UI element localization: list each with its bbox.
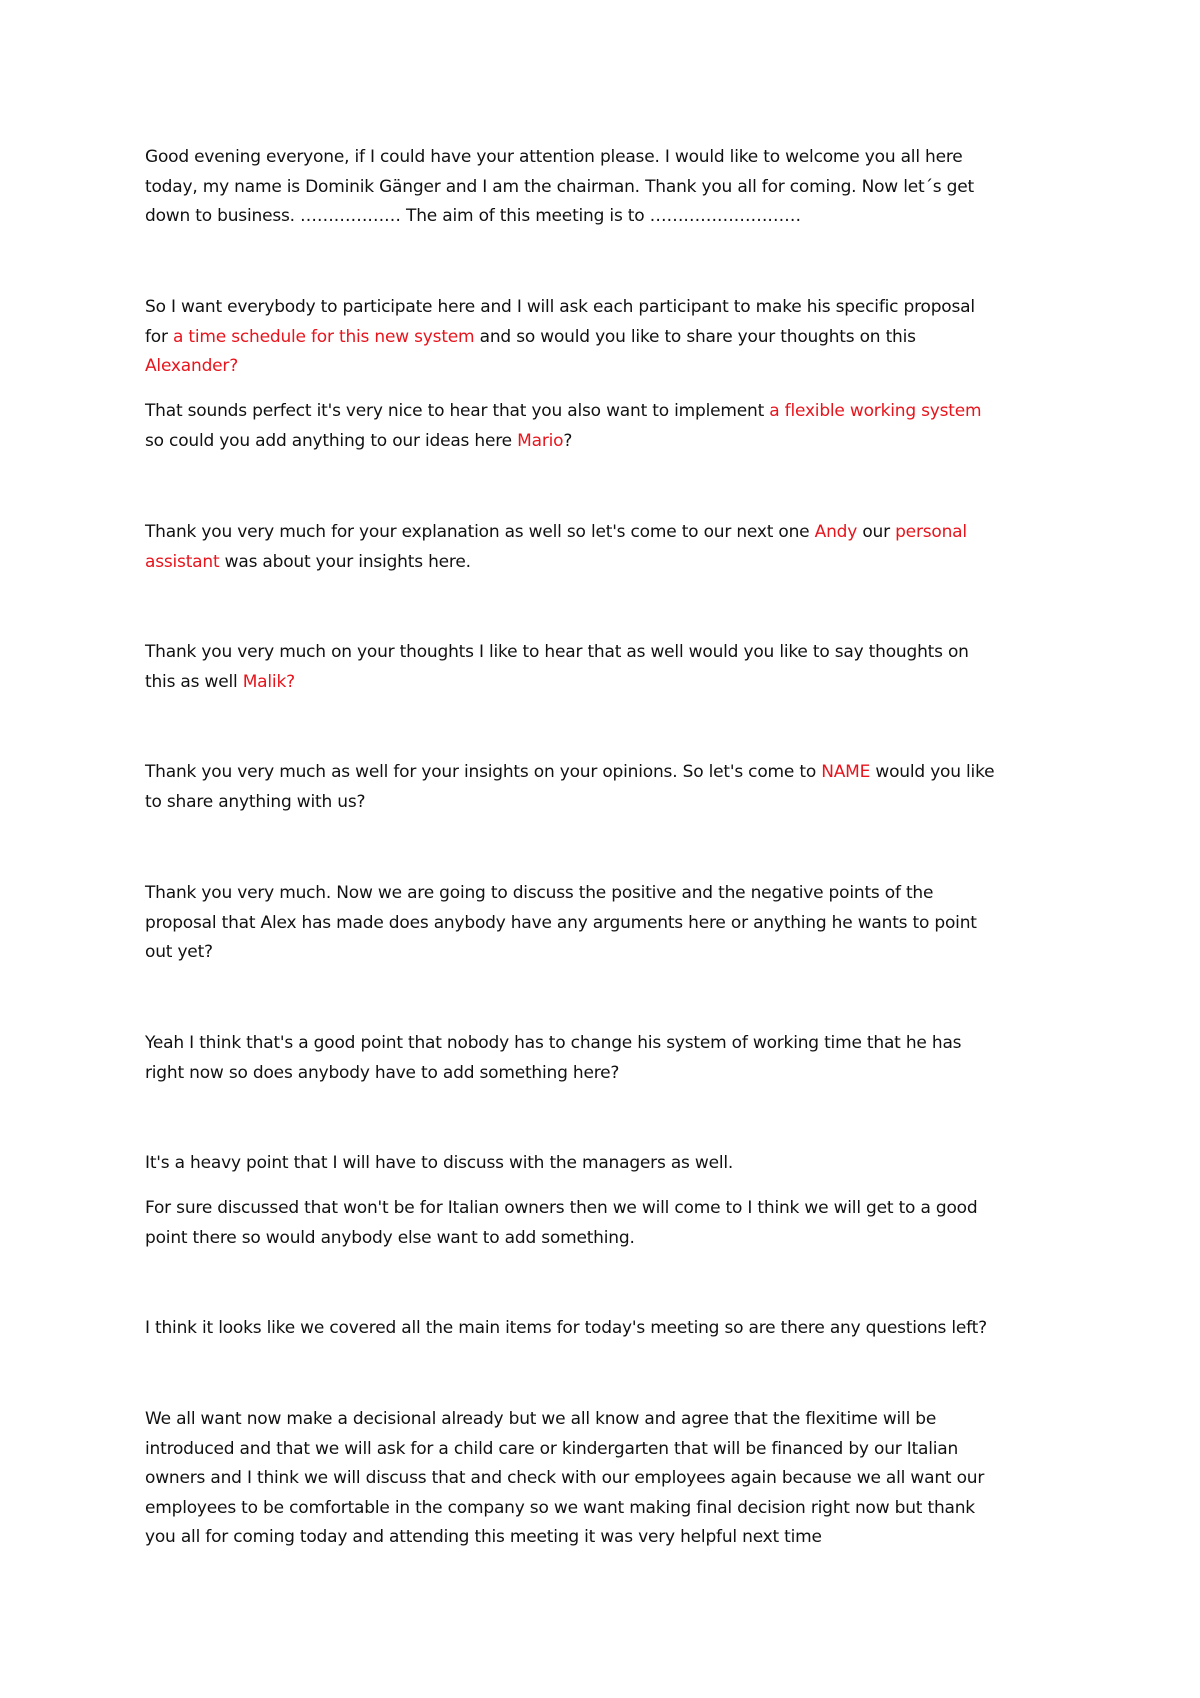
- text-line: for: [145, 326, 173, 347]
- paragraph-proposal: [145, 293, 1075, 382]
- text-line: Thank you very much. Now we are going to discuss the positive and the negative points of the: [145, 883, 934, 903]
- text-line: It's a heavy point that I will have to discuss with the managers as well.: [145, 1153, 734, 1173]
- text-line: Good evening everyone, if I could have your attention please. I would like to welcome you all here: [145, 147, 963, 167]
- highlight-text: a time schedule for this new system: [172, 326, 475, 347]
- paragraph-good-point: [145, 1029, 1075, 1088]
- text-line: this as well: [145, 671, 243, 692]
- text-line: That sounds perfect it's very nice to hear that you also want to implement: [145, 401, 770, 421]
- highlight-name: NAME: [821, 762, 871, 782]
- paragraph-thoughts: [145, 638, 1075, 697]
- text-line: We all want now make a decisional already but we all know and agree that the flexitime will be: [145, 1409, 937, 1429]
- text-line: so could you add anything to our ideas here: [145, 430, 518, 451]
- text-line: Thank you very much on your thoughts I like to hear that as well would you like to say thoughts on: [145, 642, 969, 662]
- text-line: Thank you very much as well for your insights on your opinions. So let's come to: [145, 762, 822, 782]
- text-line: proposal that Alex has made does anybody have any arguments here or anything he wants to point: [145, 912, 977, 933]
- text-line: you all for coming today and attending this meeting it was very helpful next time: [145, 1527, 822, 1547]
- text-line: I think it looks like we covered all the main items for today's meeting so are there any questions left?: [145, 1318, 987, 1338]
- text-line: ?: [563, 430, 573, 451]
- text-line: Yeah I think that's a good point that nobody has to change his system of working time that he has: [145, 1033, 962, 1053]
- text-line: would you like: [870, 762, 995, 782]
- paragraph-assistant: [145, 518, 1075, 577]
- text-line: point there so would anybody else want to add something.: [145, 1227, 635, 1248]
- paragraph-flexible: [145, 397, 1075, 456]
- highlight-text: a flexible working system: [769, 401, 982, 421]
- paragraph-discussion: [145, 879, 1075, 968]
- paragraph-questions: [145, 1314, 1075, 1344]
- text-line: Thank you very much for your explanation as well so let's come to our next one: [145, 522, 815, 542]
- text-line: So I want everybody to participate here and I will ask each participant to make his specific proposal: [145, 297, 975, 317]
- highlight-name: Mario: [517, 430, 564, 451]
- paragraph-insights: [145, 758, 1075, 817]
- text-line: out yet?: [145, 942, 213, 962]
- text-line: employees to be comfortable in the company so we want making final decision right now but thank: [145, 1497, 975, 1518]
- paragraph-closing: [145, 1405, 1075, 1553]
- text-line: today, my name is Dominik Gänger and I am the chairman. Thank you all for coming. Now let´s get: [145, 176, 974, 197]
- paragraph-italian-owners: [145, 1194, 1075, 1253]
- paragraph-welcome: [145, 143, 1075, 232]
- text-line: owners and I think we will discuss that and check with our employees again because we all want our: [145, 1468, 985, 1488]
- highlight-name: Andy: [814, 522, 858, 542]
- highlight-text: personal: [895, 522, 967, 542]
- text-line: introduced and that we will ask for a child care or kindergarten that will be financed by our Italian: [145, 1438, 959, 1459]
- text-line: For sure discussed that won't be for Italian owners then we will come to I think we will get to a good: [145, 1198, 978, 1218]
- paragraph-heavy-point: [145, 1149, 1075, 1179]
- text-line: and so would you like to share your thoughts on this: [474, 326, 916, 347]
- text-line: right now so does anybody have to add something here?: [145, 1062, 620, 1083]
- highlight-name: Alexander?: [145, 356, 239, 376]
- highlight-name: Malik?: [242, 671, 295, 692]
- text-line: down to business. ……………… The aim of this meeting is to ………………………: [145, 206, 801, 226]
- highlight-text: assistant: [145, 551, 220, 572]
- text-line: to share anything with us?: [145, 791, 366, 812]
- text-line: was about your insights here.: [219, 551, 471, 572]
- text-line: our: [857, 522, 896, 542]
